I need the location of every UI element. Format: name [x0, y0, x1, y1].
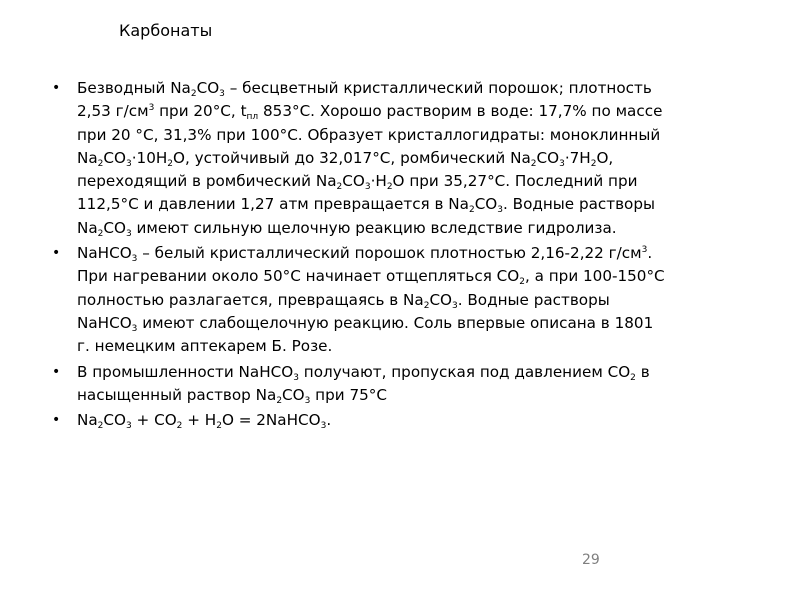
bullet-text-line: NaHCO$_3$ – белый кристаллический порошок плотностью 2,16-2,22 $г/см^3$.	[77, 244, 653, 265]
bullet-text-line: Безводный $Na_2CO_3$ – бесцветный кристаллический порошок; плотность	[77, 79, 652, 99]
bullet-item	[52, 242, 772, 358]
bullet-item	[52, 409, 772, 432]
bullet-text-line: 2,53 $г/см^3$ при 20°C, $t_{пл}$ 853°C. Хорошо растворим в воде: 17,7% по массе	[77, 102, 663, 123]
page-number: 29	[582, 552, 600, 568]
bullet-text-line: при 20 °C, 31,3% при 100°C. Образует кристаллогидраты: моноклинный	[77, 125, 661, 144]
bullet-marker: •	[52, 80, 61, 96]
bullet-text-line: переходящий в ромбический $Na_2CO_3\cdot H_2O$ при 35,27°C. Последний при	[77, 172, 638, 193]
bullet-text-line: $Na_2CO_3 + CO_2 + H_2O$ = 2NaHCO$_3$.	[77, 411, 332, 432]
bullet-text-line: NaHCO$_3$ имеют слабощелочную реакцию. Соль впервые описана в 1801	[77, 313, 654, 334]
bullet-marker: •	[52, 245, 61, 262]
bullet-text-line: насыщенный раствор $Na_2CO_3$ при 75°C	[77, 385, 387, 406]
bullet-text-line: $Na_2CO_3\cdot 10H_2O$, устойчивый до 32,017°C, ромбический $Na_2CO_3\cdot 7H_2O$,	[77, 148, 614, 169]
bullet-list	[52, 77, 772, 434]
bullet-text-line: 112,5°C и давлении 1,27 атм превращается в $Na_2CO_3$. Водные растворы	[77, 195, 655, 216]
bullet-marker: •	[52, 363, 61, 380]
bullet-item	[52, 361, 772, 408]
slide-title: Карбонаты	[119, 21, 213, 40]
bullet-text-line: полностью разлагается, превращаясь в $Na_2CO_3$. Водные растворы	[77, 290, 610, 311]
bullet-text-line: В промышленности NaHCO$_3$ получают, пропуская под давлением $CO_2$ в	[77, 362, 650, 383]
bullet-text-line: г. немецким аптекарем Б. Розе.	[77, 337, 333, 356]
bullet-marker: •	[52, 412, 61, 429]
bullet-text-line: $Na_2CO_3$ имеют сильную щелочную реакцию вследствие гидролиза.	[77, 218, 617, 239]
bullet-text-line: При нагревании около 50°C начинает отщепляться $CO_2$, а при 100-150°C	[77, 267, 665, 288]
bullet-item	[52, 77, 772, 240]
